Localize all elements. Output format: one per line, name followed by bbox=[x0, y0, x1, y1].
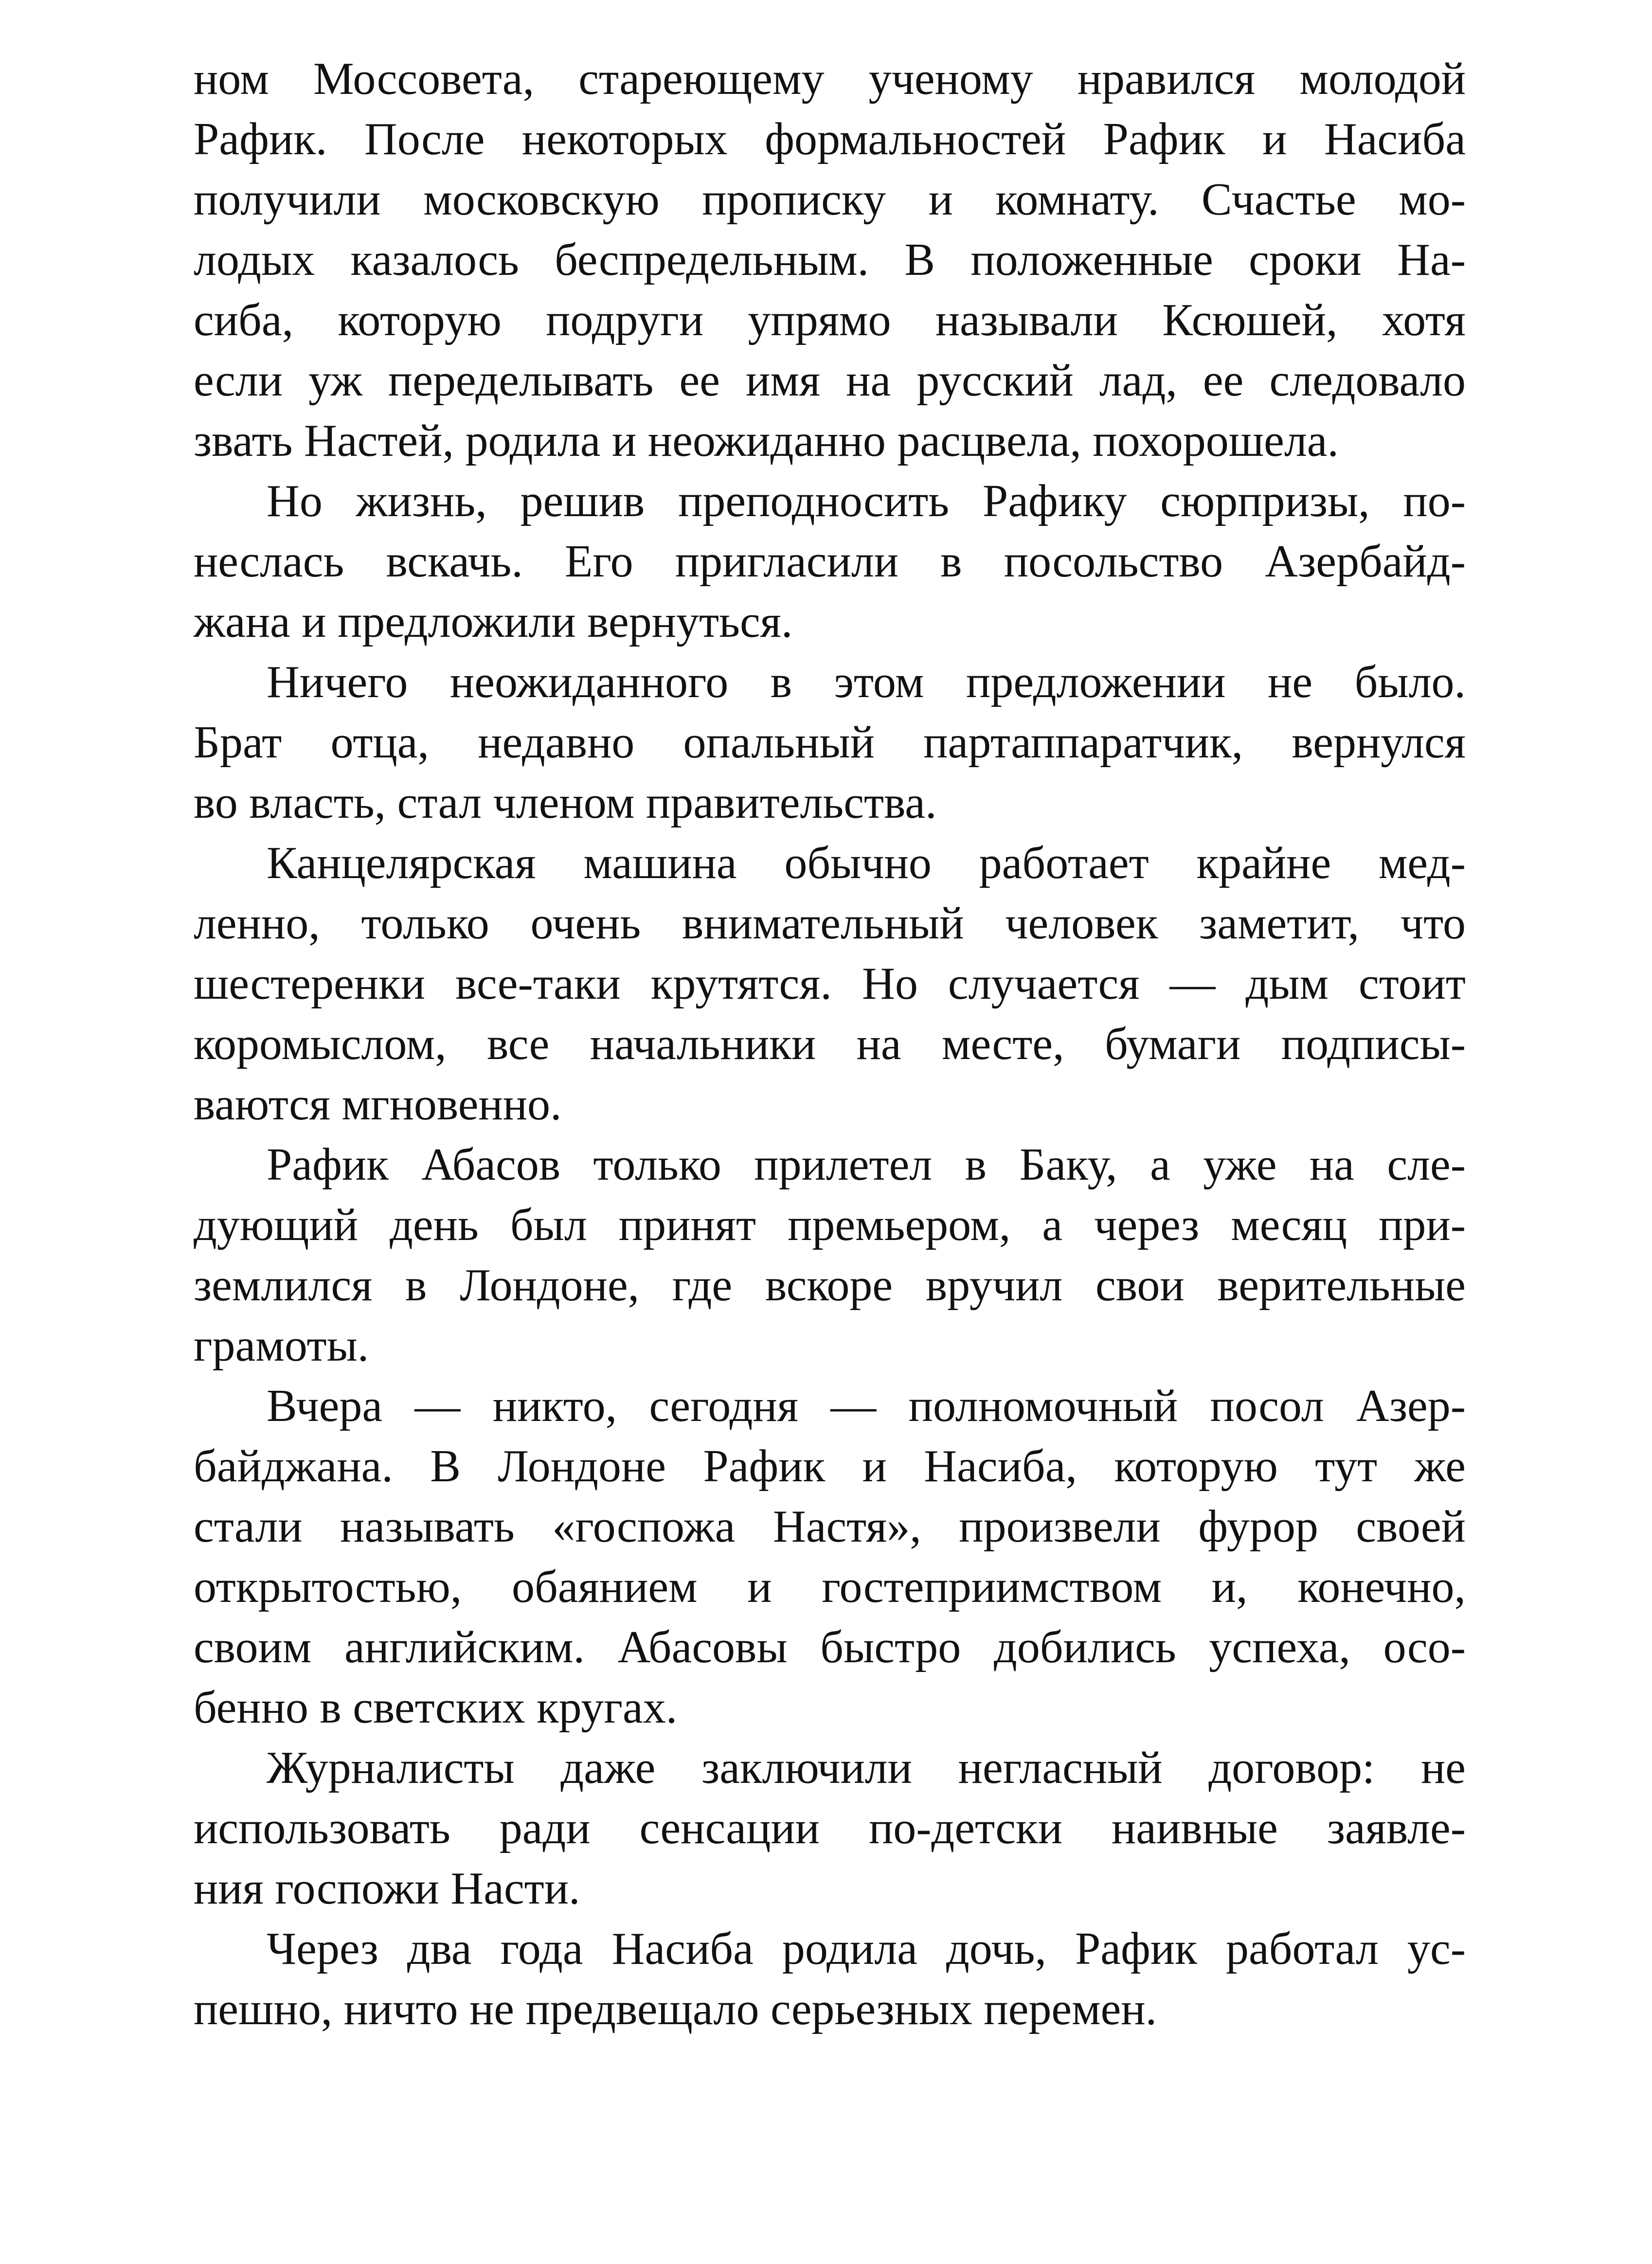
text-line: Рафик. После некоторых формальностей Рафик и Насиба bbox=[194, 114, 1466, 164]
paragraph bbox=[194, 1738, 1466, 1919]
text-line: ваются мгновенно. bbox=[194, 1079, 562, 1130]
text-line: стали называть «госпожа Настя», произвели фурор своей bbox=[194, 1501, 1466, 1552]
text-line: открытостью, обаянием и гостеприимством и, конечно, bbox=[194, 1562, 1466, 1612]
text-line: если уж переделывать ее имя на русский лад, ее следовало bbox=[194, 355, 1466, 406]
text-line: пешно, ничто не предвещало серьезных перемен. bbox=[194, 1984, 1157, 2034]
paragraph bbox=[194, 1134, 1466, 1376]
text-line: Брат отца, недавно опальный партаппаратчик, вернулся bbox=[194, 717, 1466, 768]
page-text bbox=[194, 49, 1466, 2039]
text-line: использовать ради сенсации по-детски наивные заявле- bbox=[194, 1803, 1466, 1853]
paragraph bbox=[194, 1376, 1466, 1738]
text-line: байджана. В Лондоне Рафик и Насиба, которую тут же bbox=[194, 1441, 1466, 1491]
text-line: землился в Лондоне, где вскоре вручил свои верительные bbox=[194, 1260, 1466, 1311]
text-line: шестеренки все-таки крутятся. Но случается — дым стоит bbox=[194, 958, 1466, 1009]
text-line: коромыслом, все начальники на месте, бумаги подписы- bbox=[194, 1019, 1466, 1069]
text-line: лодых казалось беспредельным. В положенные сроки На- bbox=[194, 234, 1466, 285]
text-line: Ничего неожиданного в этом предложении не было. bbox=[267, 657, 1466, 707]
paragraph bbox=[194, 652, 1466, 833]
text-line: Вчера — никто, сегодня — полномочный посол Азер- bbox=[267, 1381, 1466, 1431]
text-line: неслась вскачь. Его пригласили в посольство Азербайд- bbox=[194, 536, 1466, 587]
text-line: во власть, стал членом правительства. bbox=[194, 777, 937, 828]
text-line: Но жизнь, решив преподносить Рафику сюрпризы, по- bbox=[267, 476, 1466, 526]
text-line: Через два года Насиба родила дочь, Рафик работал ус- bbox=[267, 1923, 1466, 1974]
paragraph bbox=[194, 1919, 1466, 2039]
text-line: своим английским. Абасовы быстро добились успеха, осо- bbox=[194, 1622, 1466, 1672]
text-line: жана и предложили вернуться. bbox=[194, 596, 793, 647]
book-page bbox=[194, 49, 1466, 2039]
text-line: грамоты. bbox=[194, 1320, 369, 1371]
text-line: ном Моссовета, стареющему ученому нравился молодой bbox=[194, 54, 1466, 104]
paragraph bbox=[194, 49, 1466, 471]
text-line: получили московскую прописку и комнату. Счастье мо- bbox=[194, 174, 1466, 225]
text-line: Рафик Абасов только прилетел в Баку, а уже на сле- bbox=[267, 1139, 1466, 1190]
text-line: дующий день был принят премьером, а через месяц при- bbox=[194, 1200, 1466, 1250]
text-line: Журналисты даже заключили негласный договор: не bbox=[267, 1743, 1466, 1793]
text-line: Канцелярская машина обычно работает крайне мед- bbox=[267, 838, 1466, 888]
text-line: звать Настей, родила и неожиданно расцвела, похорошела. bbox=[194, 415, 1339, 466]
paragraph bbox=[194, 833, 1466, 1134]
text-line: бенно в светских кругах. bbox=[194, 1682, 678, 1733]
text-line: ленно, только очень внимательный человек заметит, что bbox=[194, 898, 1466, 949]
paragraph bbox=[194, 471, 1466, 652]
text-line: сиба, которую подруги упрямо называли Ксюшей, хотя bbox=[194, 295, 1466, 345]
text-line: ния госпожи Насти. bbox=[194, 1863, 580, 1914]
